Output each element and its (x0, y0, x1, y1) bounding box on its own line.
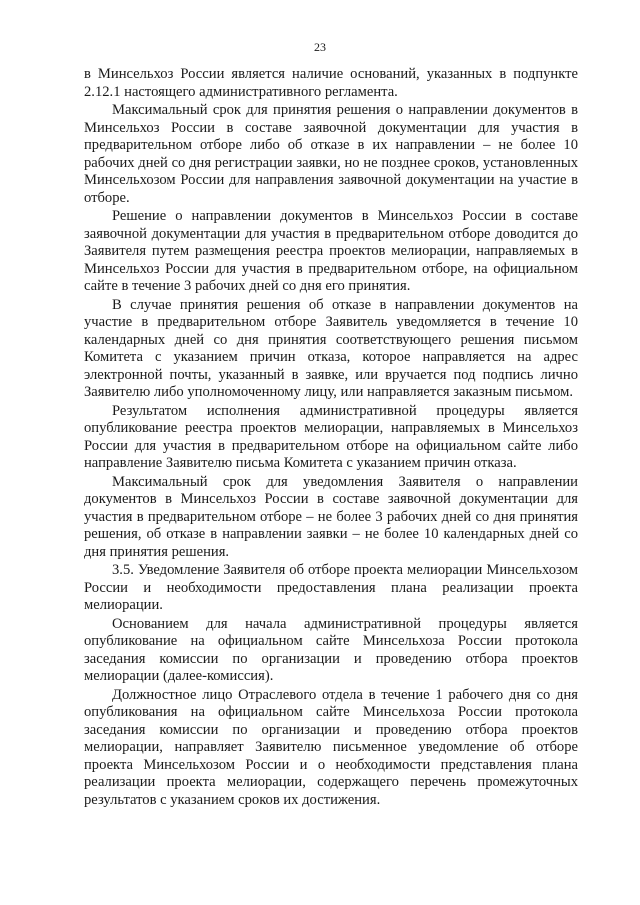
paragraph-max-decision-term: Максимальный срок для принятия решения о направлении документов в Минсельхоз России в составе заявочной документации для участия в предварительном отборе либо об отказе в их направлении – не более 10 рабочих дней со дня регистрации заявки, но не позднее сроков, установленных Минсельхозом России для направления заявочной документации на участие в отборе. (84, 102, 578, 206)
page-number: 23 (314, 40, 326, 54)
paragraph-official-duty: Должностное лицо Отраслевого отдела в течение 1 рабочего дня со дня опубликования на официальном сайте Минсельхоза России протокола заседания комиссии по организации и проведению отбора проектов мелиорации, направляет Заявителю письменное уведомление об отборе проекта Минсельхозом России и о необходимости представления плана реализации проекта мелиорации, содержащего перечень промежуточных результатов с указанием сроков их достижения. (84, 686, 578, 808)
paragraph-refusal-notification: В случае принятия решения об отказе в направлении документов на участие в предварительном отборе Заявитель уведомляется в течение 10 календарных дней со дня принятия соответствующего решения письмом Комитета с указанием причин отказа, которое направляется на адрес электронной почты, указанный в заявке, или вручается под подпись лично Заявителю либо уполномоченному лицу, или направляется заказным письмом. (84, 296, 578, 400)
paragraph-procedure-basis: Основанием для начала административной процедуры является опубликование на официальном сайте Минсельхоза России протокола заседания комиссии по организации и проведению отбора проектов мелиорации (далее-комиссия). (84, 615, 578, 684)
paragraph-continuation: в Минсельхоз России является наличие оснований, указанных в подпункте 2.12.1 настоящего административного регламента. (84, 66, 578, 100)
paragraph-max-notification-term: Максимальный срок для уведомления Заявителя о направлении документов в Минсельхоз России в составе заявочной документации для участия в предварительном отборе – не более 3 рабочих дней со дня принятия решения, об отказе в направлении заявки – не более 10 календарных дней со дня принятия решения. (84, 473, 578, 560)
document-body (84, 66, 578, 810)
paragraph-procedure-result: Результатом исполнения административной процедуры является опубликование реестра проектов мелиорации, направляемых в Минсельхоз России для участия в предварительном отборе на официальном сайте либо направление Заявителю письма Комитета с указанием причин отказа. (84, 402, 578, 471)
paragraph-decision-notification: Решение о направлении документов в Минсельхоз России в составе заявочной документации для участия в предварительном отборе доводится до Заявителя путем размещения реестра проектов мелиорации, направляемых в Минсельхоз России для участия в предварительном отборе, на официальном сайте в течение 3 рабочих дней со дня его принятия. (84, 208, 578, 294)
section-heading-3-5: 3.5. Уведомление Заявителя об отборе проекта мелиорации Минсельхозом России и необходимости предоставления плана реализации проекта мелиорации. (84, 562, 578, 613)
